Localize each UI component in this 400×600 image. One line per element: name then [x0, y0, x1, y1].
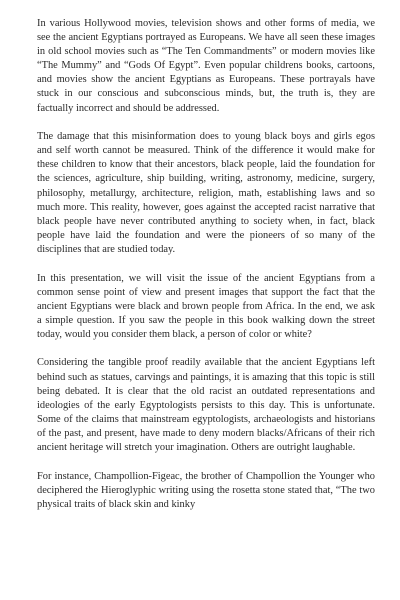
paragraph-tangible-proof: Considering the tangible proof readily available that the ancient Egyptians left behind such as statues, carvings and paintings, it is amazing that this topic is still being debated. It is clear that the old racist an outdated representations and ideologies of the early Egyptologists persists to this day. This is unfortunate. Some of the claims that mainstream egyptologists, archaeologists and historians of the past, and present, have made to deny modern blacks/Africans of their rich ancient heritage will stretch your imagination. Others are outright laughable. — [37, 357, 375, 454]
paragraph-hollywood-portrayals: In various Hollywood movies, television shows and other forms of media, we see the ancient Egyptians portrayed as Europeans. We have all seen these images in old school movies such as “The Ten Commandments” or modern movies like “The Mummy” and “Gods Of Egypt”. Even popular childrens books, cartoons, and movies show the ancient Egyptians as Europeans. These portrayals have stuck in our conscious and subconscious minds, but, the truth is, they are factually incorrect and should be addressed. — [37, 18, 375, 114]
paragraph-presentation-intro: In this presentation, we will visit the issue of the ancient Egyptians from a common sense point of view and present images that support the fact that the ancient Egyptians were black and brown people from Africa. In the end, we ask a simple question. If you saw the people in this book walking down the street today, would you consider them black, a person of color or white? — [37, 272, 375, 340]
paragraph-champollion-quote: For instance, Champollion-Figeac, the brother of Champollion the Younger who deciphered the Hieroglyphic writing using the rosetta stone stated that, “The two physical traits of black skin and kinky — [37, 470, 375, 510]
document-page — [37, 17, 375, 526]
paragraph-misinformation-damage: The damage that this misinformation does to young black boys and girls egos and self worth cannot be measured. Think of the difference it would make for these children to know that their ancestors, black people, laid the foundation for the sciences, agriculture, ship building, writing, astronomy, medicine, surgery, philosophy, metallurgy, architecture, religion, math, establishing laws and so much more. This reality, however, goes against the accepted racist narrative that black people have never contributed anything to society when, in fact, black people have laid the foundation and were the pioneers of so many of the disciplines that are studied today. — [37, 131, 375, 255]
